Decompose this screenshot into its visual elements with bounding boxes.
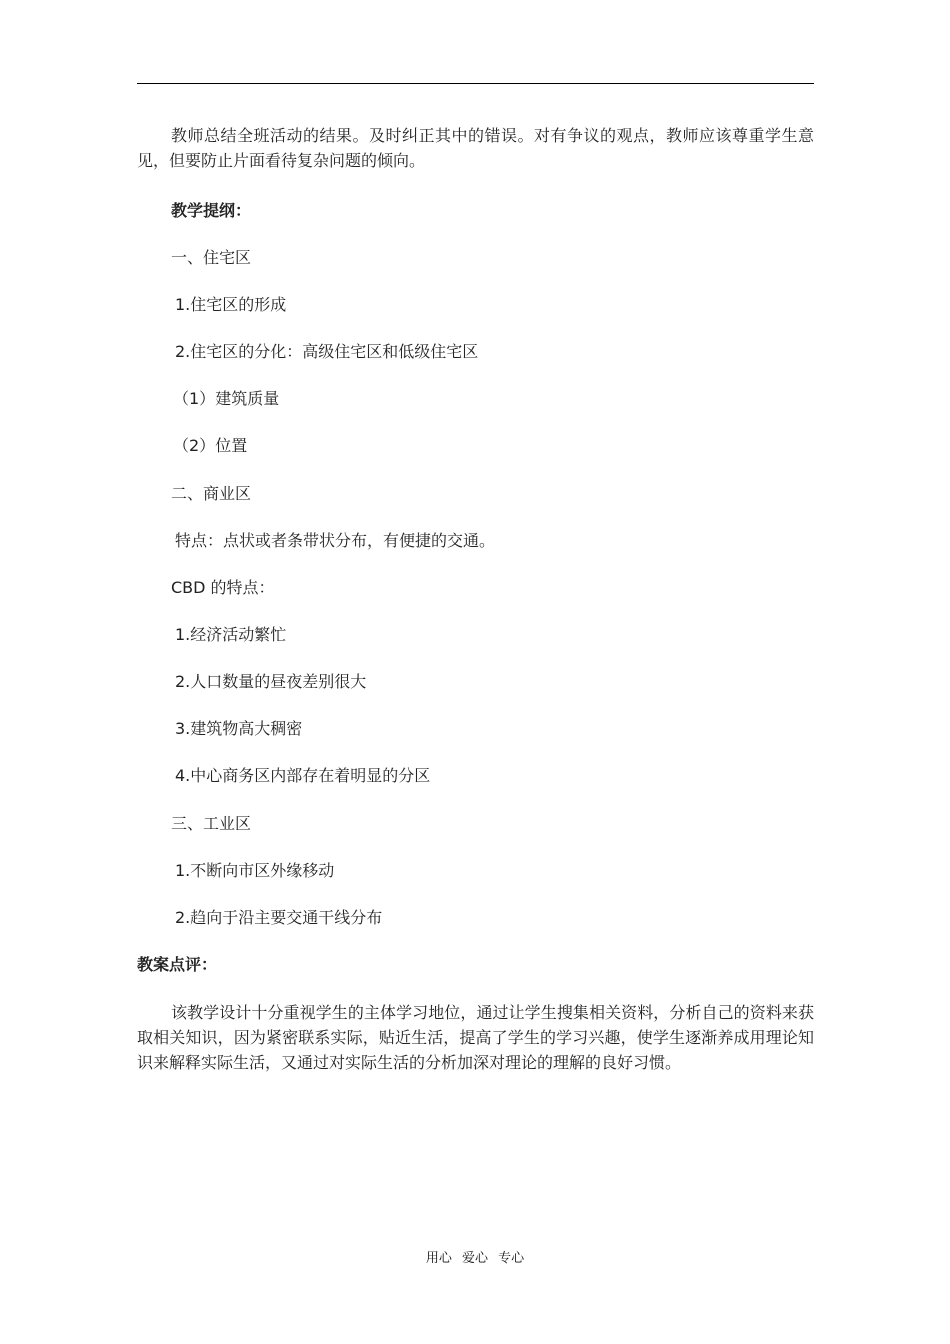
intro-paragraph: 教师总结全班活动的结果。及时纠正其中的错误。对有争议的观点，教师应该尊重学生意见，但要防止片面看待复杂问题的倾向。 xyxy=(137,126,814,170)
section2-item3 xyxy=(175,716,302,741)
page-footer: 用心 爱心 专心 xyxy=(425,1251,525,1266)
section3-title: 三、工业区 xyxy=(171,814,252,833)
item-text: 住宅区的形成 xyxy=(190,295,287,314)
sub-text: 位置 xyxy=(215,436,248,455)
item-number: 2. xyxy=(175,342,191,361)
section1-title: 一、住宅区 xyxy=(171,248,252,267)
item-text: 人口数量的昼夜差别很大 xyxy=(190,672,367,691)
section1-item1 xyxy=(175,292,286,317)
item-text: 中心商务区内部存在着明显的分区 xyxy=(190,766,431,785)
sub-number: （1） xyxy=(173,389,216,408)
section1-sub1 xyxy=(173,386,279,411)
section3-item1 xyxy=(175,858,334,883)
review-heading: 教案点评： xyxy=(137,955,218,974)
item-number: 3. xyxy=(175,719,191,738)
item-text: 不断向市区外缘移动 xyxy=(190,861,335,880)
section1-item2 xyxy=(175,339,478,364)
sub-text: 建筑质量 xyxy=(215,389,280,408)
item-text: 住宅区的分化：高级住宅区和低级住宅区 xyxy=(190,342,479,361)
section1-sub2 xyxy=(173,433,247,458)
item-text: 建筑物高大稠密 xyxy=(190,719,303,738)
outline-heading: 教学提纲： xyxy=(171,201,252,220)
cbd-suffix: 的特点： xyxy=(205,578,275,597)
sub-number: （2） xyxy=(173,436,216,455)
item-number: 1. xyxy=(175,861,191,880)
section2-title: 二、商业区 xyxy=(171,484,252,503)
cbd-label: CBD xyxy=(171,578,206,597)
section2-item4 xyxy=(175,763,430,788)
item-text: 趋向于沿主要交通干线分布 xyxy=(190,908,383,927)
review-body xyxy=(137,1000,814,1075)
item-number: 4. xyxy=(175,766,191,785)
document-body xyxy=(137,123,814,173)
review-paragraph: 该教学设计十分重视学生的主体学习地位，通过让学生搜集相关资料，分析自己的资料来获取相关知识，因为紧密联系实际，贴近生活，提高了学生的学习兴趣，使学生逐渐养成用理论知识来解释实际生活，又通过对实际生活的分析加深对理论的理解的良好习惯。 xyxy=(137,1003,814,1072)
section3-item2 xyxy=(175,905,382,930)
item-text: 经济活动繁忙 xyxy=(190,625,287,644)
header-rule xyxy=(137,83,814,84)
item-number: 1. xyxy=(175,295,191,314)
item-number: 2. xyxy=(175,908,191,927)
section2-feature: 特点：点状或者条带状分布，有便捷的交通。 xyxy=(175,531,496,550)
item-number: 2. xyxy=(175,672,191,691)
cbd-heading xyxy=(171,575,275,600)
section2-item2 xyxy=(175,669,366,694)
section2-item1 xyxy=(175,622,286,647)
item-number: 1. xyxy=(175,625,191,644)
